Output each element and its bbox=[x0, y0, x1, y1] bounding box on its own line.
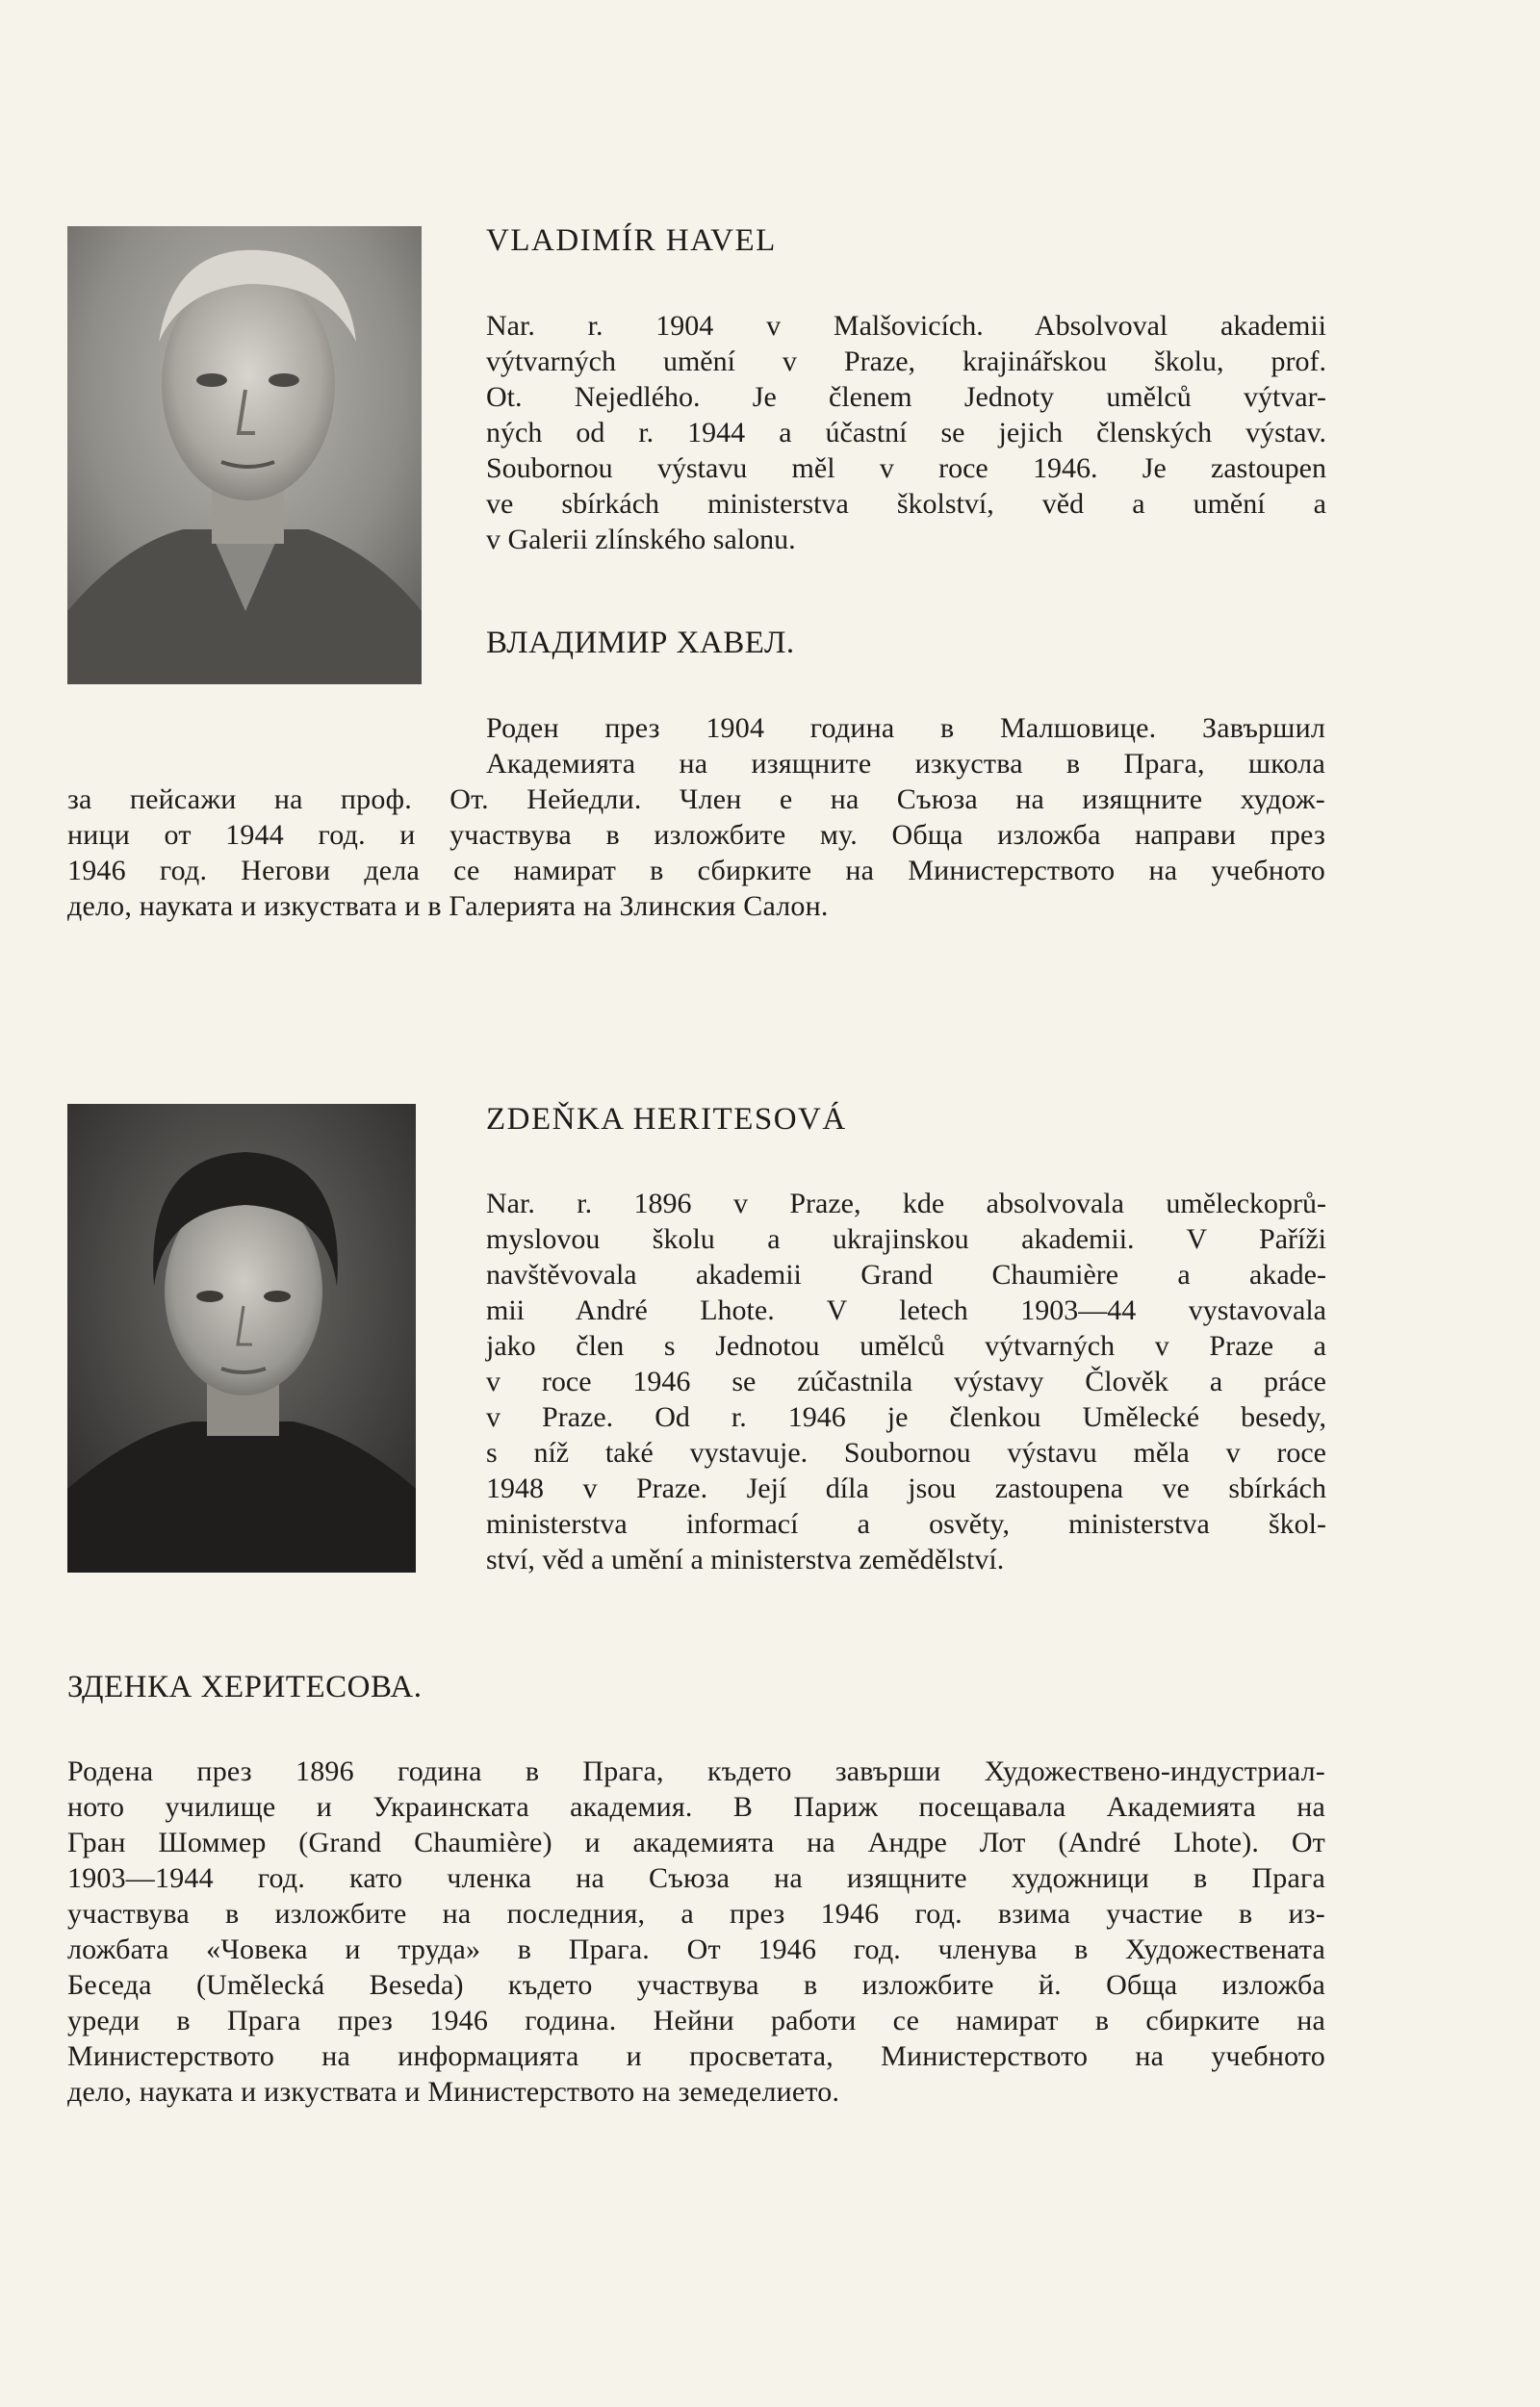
artist-name-latin: ZDEŇKA HERITESOVÁ bbox=[486, 1102, 847, 1137]
artist-bio-bulgarian: Роден през 1904 година в Малшовице. Завършил Академията на изящните изкуства в Прага, школа bbox=[486, 712, 1325, 780]
artist-bio-czech: Nar. r. 1896 v Praze, kde absolvovala uměleckoprů- myslovou školu a ukrajinskou akademii. V Paříži navštěvovala akademii Grand Chaumière a akade- mii André Lhote. V letech 1903—44 vystavovala jako člen s Jednotou umělců výtvarných v Praze a v roce 1946 se zúčastnila výstavy Člověk a práce v Praze. Od r. 1946 je členkou Umělecké besedy, s níž také vystavuje. Soubornou výstavu měla v roce 1948 v Praze. Její díla jsou zastoupena ve sbírkách ministerstva informací a osvěty, ministerstva škol- ství, věd a umění a ministerstva zemědělství. bbox=[486, 1188, 1326, 1575]
artist-bio-bulgarian: Родена през 1896 година в Прага, където завърши Художествено-индустриал- ното училище и Украинската академия. В Париж посещавала Академията на Гран Шоммер (Grand Chaumière) и академията на Андре Лот (André Lhote). От 1903—1944 год. като членка на Съюза на изящните художници в Прага участвува в изложбите на последния, а през 1946 год. взима участие в из- ложбата «Човека и труда» в Прага. От 1946 год. членува в Художествената Беседа (Umělecká Beseda) където участвува в изложбите й. Обща изложба уреди в Прага през 1946 година. Нейни работи се намират в сбирките на Министерството на информацията и просветата, Министерството на учебното дело, науката и изкуствата и Министерството на земеделието. bbox=[67, 1755, 1325, 2108]
portrait-photo-heritesova bbox=[67, 1104, 416, 1573]
artist-name-latin: VLADIMÍR HAVEL bbox=[486, 223, 777, 258]
artist-name-cyrillic: ВЛАДИМИР ХАВЕЛ. bbox=[486, 626, 795, 660]
portrait-photo-havel bbox=[67, 226, 422, 684]
artist-bio-czech: Nar. r. 1904 v Malšovicích. Absolvoval akademii výtvarných umění v Praze, krajinářskou školu, prof. Ot. Nejedlého. Je členem Jednoty umělců výtvar- ných od r. 1944 a účastní se jejich členských výstav. Soubornou výstavu měl v roce 1946. Je zastoupen ve sbírkách ministerstva školství, věd a umění a v Galerii zlínského salonu. bbox=[486, 310, 1326, 555]
artist-name-cyrillic: ЗДЕНКА ХЕРИТЕСОВА. bbox=[67, 1670, 423, 1704]
artist-bio-bulgarian-continued: за пейсажи на проф. От. Нейедли. Член е на Съюза на изящните худож- ници от 1944 год. и участвува в изложбите му. Обща изложба направи през 1946 год. Негови дела се намират в сбирките на Министерството на учебното дело, науката и изкуствата и в Галерията на Злинския Салон. bbox=[67, 783, 1325, 922]
